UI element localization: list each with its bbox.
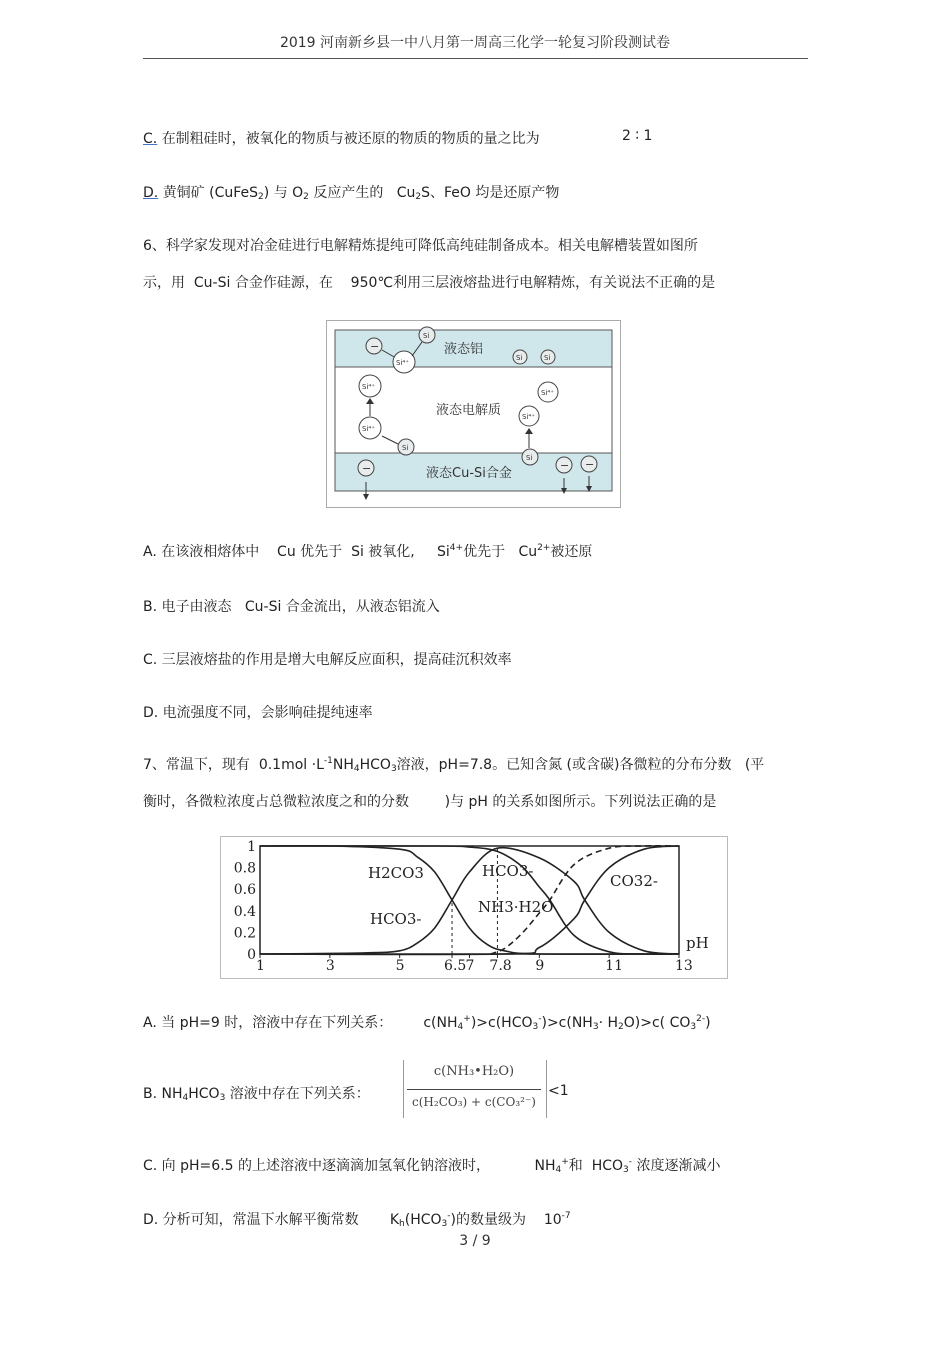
label-co3: CO32-	[610, 872, 658, 890]
page-header: 2019 河南新乡县一中八月第一周高三化学一轮复习阶段测试卷	[279, 35, 671, 51]
x-tick-label: 13	[675, 958, 693, 974]
svg-text:Si: Si	[516, 354, 523, 362]
q5-option-c	[143, 128, 540, 148]
si-atom-top-3	[541, 350, 555, 364]
fraction-numerator: c(NH₃•H₂O)	[433, 1064, 515, 1079]
q6-option-b: B. 电子由液态 Cu-Si 合金流出，从液态铝流入	[143, 599, 440, 615]
svg-text:Si⁴⁺: Si⁴⁺	[522, 413, 535, 421]
si4-ion-mid-4	[519, 406, 539, 426]
electron-bottom-3	[581, 456, 597, 472]
fraction-denominator: c(H₂CO₃) + c(CO₃²⁻)	[412, 1095, 536, 1109]
x-tick-label: 6.5	[444, 958, 467, 974]
label-hco3-top: HCO3-	[482, 862, 534, 880]
q7-option-b-fraction	[403, 1060, 545, 1118]
q6-option-c: C. 三层液熔盐的作用是增大电解反应面积，提高硅沉积效率	[143, 652, 512, 668]
distribution-chart	[220, 836, 728, 979]
x-tick-label: 9	[535, 958, 545, 974]
q7-option-a: A. 当 pH=9 时，溶液中存在下列关系： $c(NH_4^+)>c(HCO_3^-)>c(NH_3\cdot H_2O)>c$( $CO_3^{2-}$)	[143, 1014, 711, 1032]
top-layer-label: 液态铝	[444, 342, 484, 357]
electron-top	[366, 338, 382, 354]
q5-option-c-ratio: 2 ∶ 1	[622, 128, 653, 144]
x-tick-label: 7	[465, 958, 475, 974]
label-nh3h2o: NH3·H2O	[478, 898, 554, 916]
header-rule	[143, 58, 808, 59]
svg-text:Si: Si	[526, 454, 533, 462]
si4-ion-mid-3	[538, 382, 558, 402]
svg-text:−: −	[370, 340, 380, 353]
si4-ion-mid-2	[359, 417, 381, 439]
q5-option-d-label: D.	[143, 185, 159, 201]
q5-option-d	[143, 182, 559, 202]
svg-text:Si: Si	[544, 354, 551, 362]
x-tick-label: 11	[605, 958, 623, 974]
svg-text:Si: Si	[402, 444, 409, 452]
si-atom-top-1	[419, 327, 435, 343]
x-tick-label: 3	[325, 958, 335, 974]
si-atom-top-2	[513, 350, 527, 364]
svg-text:−: −	[560, 459, 570, 472]
x-tick-label: 1	[256, 958, 265, 974]
q5-option-c-text: 在制粗硅时，被氧化的物质与被还原的物质的物质的量之比为	[161, 131, 540, 147]
y-tick-label: 0.6	[233, 882, 256, 899]
q7-stem-line1: 7、常温下，现有 $0.1mol \cdot L^{-1}NH_4HCO_3$溶液，pH=7.8。已知含氮 (或含碳)各微粒的分布分数 (平	[143, 756, 765, 774]
si4-ion-top	[393, 351, 415, 373]
x-tick-label: 7.8	[489, 958, 512, 974]
svg-text:Si: Si	[423, 332, 430, 340]
y-tick-label: 0.8	[233, 860, 256, 877]
bottom-layer-label: 液态Cu-Si合金	[426, 466, 512, 481]
q5-option-c-label: C.	[143, 131, 158, 147]
svg-text:Si⁴⁺: Si⁴⁺	[541, 389, 554, 397]
label-h2co3: H2CO3	[368, 864, 424, 882]
q7-stem-line2: 衡时，各微粒浓度占总微粒浓度之和的分数 )与 pH 的关系如图所示。下列说法正确的是	[143, 794, 717, 810]
q7-option-b-relation: <1	[548, 1083, 569, 1099]
y-tick-label: 0.2	[233, 925, 256, 942]
svg-text:Si⁴⁺: Si⁴⁺	[362, 425, 375, 433]
y-tick-label: 0	[247, 947, 256, 963]
q7-option-b: B. $NH_4HCO_3$ 溶液中存在下列关系：	[143, 1086, 370, 1103]
x-tick-label: 5	[395, 958, 405, 974]
q6-stem-line1: 6、科学家发现对冶金硅进行电解精炼提纯可降低高纯硅制备成本。相关电解槽装置如图所	[143, 238, 698, 254]
svg-text:−: −	[585, 458, 595, 471]
q6-stem-line2: 示，用 Cu-Si 合金作硅源，在 950℃利用三层液熔盐进行电解精炼，有关说法不正确的是	[143, 275, 716, 291]
label-hco3-left: HCO3-	[370, 910, 422, 928]
electrolysis-diagram	[326, 320, 621, 508]
svg-text:Si⁴⁺: Si⁴⁺	[396, 359, 409, 367]
electron-bottom-1	[358, 460, 374, 476]
q6-option-d: D. 电流强度不同，会影响硅提纯速率	[143, 705, 373, 721]
y-tick-label: 0.4	[233, 903, 256, 920]
fraction-bar	[407, 1089, 541, 1090]
q7-option-d: D. 分析可知，常温下水解平衡常数 $K_h(HCO_3^-)$的数量级为 $10^{-7}$	[143, 1211, 571, 1229]
si-atom-bottom-2	[522, 449, 538, 465]
svg-text:−: −	[362, 462, 372, 475]
y-tick-label: 1	[247, 839, 256, 855]
svg-text:Si⁴⁺: Si⁴⁺	[362, 383, 375, 391]
si4-ion-mid-1	[359, 375, 381, 397]
x-axis-label: pH	[686, 934, 709, 952]
q7-option-c: C. 向 pH=6.5 的上述溶液中逐滴滴加氢氧化钠溶液时， $NH_4^+$和 $HCO_3^-$ 浓度逐渐减小	[143, 1157, 721, 1175]
electron-bottom-2	[556, 457, 572, 473]
si-atom-bottom-1	[398, 439, 414, 455]
page-number: 3 / 9	[459, 1233, 491, 1249]
q6-option-a: A. 在该液相熔体中 Cu 优先于 Si 被氧化, $Si^{4+}$优先于 $Cu^{2+}$被还原	[143, 543, 593, 560]
mid-layer-label: 液态电解质	[436, 403, 502, 418]
q5-option-d-text: 黄铜矿 (CuFeS$_2$) 与 $O_2$ 反应产生的 $Cu_2S$、FeO 均是还原产物	[162, 185, 560, 202]
